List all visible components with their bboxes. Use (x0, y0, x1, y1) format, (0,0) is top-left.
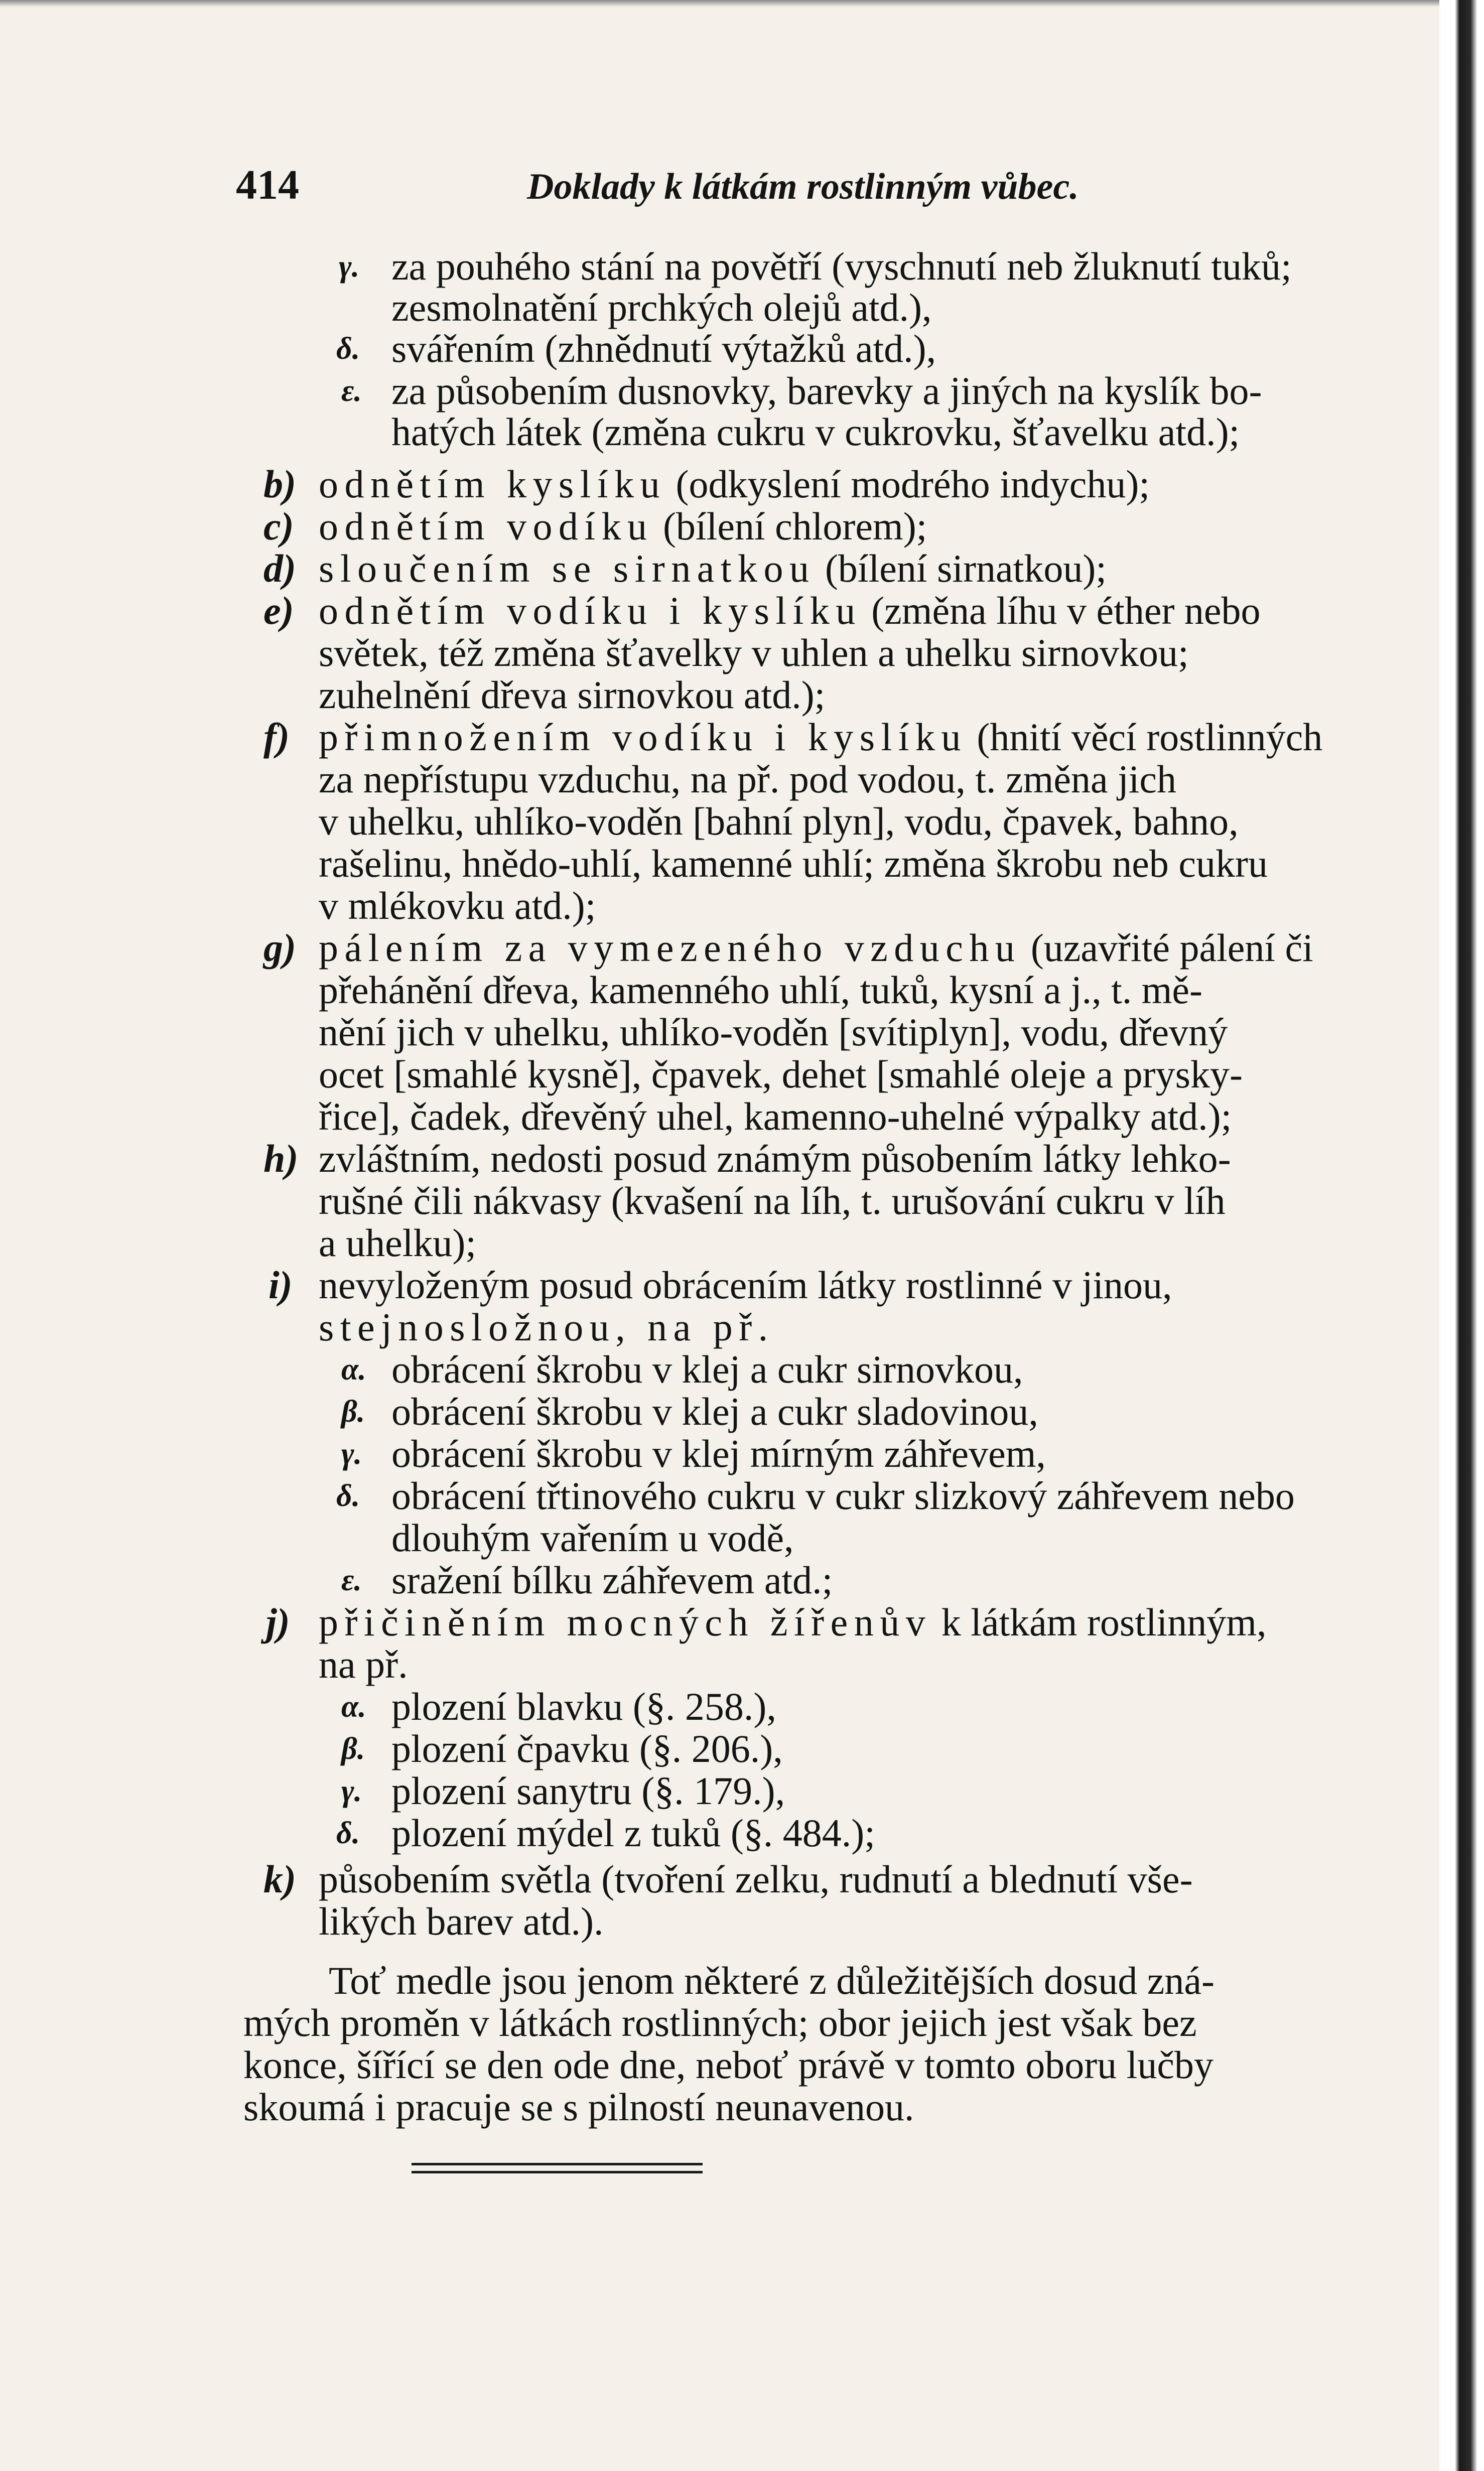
text-line: na př. (319, 1642, 408, 1686)
item-label: b) (263, 462, 296, 506)
item-label: δ. (336, 1479, 360, 1513)
text-line: sražení bílku záhřevem atd.; (391, 1558, 833, 1602)
text-line: nění jich v uhelku, uhlíko-voděn [svítiplyn], vodu, dřevný (319, 1010, 1228, 1054)
line-rest: (bílení sirnatkou); (825, 546, 1107, 590)
text-line: za nepřístupu vzduchu, na př. pod vodou, t. změna jich (319, 757, 1177, 801)
text-line: dlouhým vařením u vodě, (391, 1516, 794, 1560)
text-line: a uhelku); (319, 1221, 477, 1265)
text-line: v mlékovku atd.); (319, 884, 596, 927)
running-head-title: Doklady k látkám rostlinným vůbec. (527, 166, 1079, 207)
paragraph-line: konce, šířící se den ode dne, neboť právě v tomto oboru lučby (243, 2043, 1213, 2087)
line-rest: (odkyslení modrého indychu); (676, 462, 1150, 506)
line-rest: (bílení chlorem); (663, 504, 927, 548)
spaced-phrase: sloučením se sirnatkou (319, 546, 816, 590)
text-line: zvláštním, nedosti posud známým působením látky lehko- (319, 1137, 1231, 1180)
text-line: za působením dusnovky, barevky a jiných na kyslík bo- (391, 369, 1262, 413)
text-line (319, 1600, 1266, 1645)
item-label: γ. (341, 1774, 362, 1808)
item-label: g) (263, 926, 296, 970)
text-line (319, 462, 1150, 507)
text-line: obrácení škrobu v klej a cukr sladovinou, (391, 1390, 1038, 1433)
spaced-phrase: pálením za vymezeného vzduchu (319, 926, 1021, 970)
item-label: c) (263, 504, 294, 548)
text-line: působením světla (tvoření zelku, rudnutí a blednutí vše- (319, 1857, 1193, 1901)
text-line: světek, též změna šťavelky v uhlen a uhelku sirnovkou; (319, 631, 1189, 674)
item-label: i) (268, 1263, 293, 1307)
item-label: e) (263, 589, 294, 632)
line-rest: (změna líhu v éther nebo (871, 589, 1261, 632)
text-line: rušné čili nákvasy (kvašení na líh, t. urušování cukru v líh (319, 1179, 1226, 1222)
item-label: k) (263, 1857, 296, 1901)
item-label: β. (341, 1395, 365, 1429)
item-label: γ. (339, 249, 360, 284)
text-line (319, 504, 927, 549)
item-label: h) (263, 1137, 299, 1180)
text-line: plození sanytru (§. 179.), (391, 1769, 785, 1813)
spaced-phrase: přimnožením vodíku i kyslíku (319, 715, 967, 759)
item-label: δ. (336, 1816, 360, 1850)
item-label: ε. (341, 374, 362, 408)
item-label: ε. (341, 1563, 362, 1597)
spaced-phrase: přičiněním mocných žířenův (319, 1600, 932, 1644)
spaced-phrase: odnětím vodíku (319, 504, 653, 548)
text-line: nevyloženým posud obrácením látky rostlinné v jinou, (319, 1263, 1172, 1307)
text-line (319, 715, 1322, 760)
item-label: γ. (341, 1437, 362, 1471)
line-rest: (hnití věcí rostlinných (977, 715, 1323, 759)
paragraph-line: skoumá i pracuje se s pilností neunavenou. (243, 2085, 914, 2129)
text-line: plození blavku (§. 258.), (391, 1685, 776, 1728)
text-line: ocet [smahlé kysně], čpavek, dehet [smahlé oleje a prysky- (319, 1052, 1243, 1096)
running-header (236, 161, 1355, 216)
line-rest: (uzavřité pálení či (1030, 926, 1313, 970)
text-line: v uhelku, uhlíko-voděn [bahní plyn], vodu, čpavek, bahno, (319, 799, 1239, 843)
text-line: plození čpavku (§. 206.), (391, 1727, 783, 1770)
item-label: j) (266, 1600, 290, 1644)
item-label: β. (341, 1732, 365, 1766)
text-line: stejnosložnou, na př. (319, 1305, 774, 1349)
text-line (319, 588, 1261, 633)
item-label: d) (263, 546, 296, 590)
item-label: α. (341, 1352, 366, 1387)
page-binding-edge (1439, 0, 1484, 2471)
text-line (319, 546, 1107, 591)
paragraph-line: Toť medle jsou jenom některé z důležitějších dosud zná- (329, 1959, 1215, 2002)
text-line: přehánění dřeva, kamenného uhlí, tuků, kysní a j., t. mě- (319, 968, 1203, 1012)
item-label: α. (341, 1690, 366, 1724)
spaced-phrase: odnětím vodíku i kyslíku (319, 589, 862, 632)
item-label: δ. (336, 332, 360, 366)
item-label: f) (263, 715, 290, 759)
text-line: hatých látek (změna cukru v cukrovku, šťavelku atd.); (391, 410, 1240, 454)
page-top-edge (0, 0, 1439, 7)
text-line: plození mýdel z tuků (§. 484.); (391, 1811, 875, 1855)
text-line: zuhelnění dřeva sirnovkou atd.); (319, 673, 826, 717)
text-line: za pouhého stání na povětří (vyschnutí neb žluknutí tuků; (391, 244, 1292, 288)
page-number: 414 (236, 162, 299, 208)
text-line: likých barev atd.). (319, 1899, 604, 1943)
line-rest: k látkám rostlinným, (941, 1600, 1267, 1644)
paragraph-line: mých proměn v látkách rostlinných; obor jejich jest však bez (243, 2001, 1197, 2044)
end-rule-top (412, 2163, 703, 2165)
text-line: obrácení škrobu v klej a cukr sirnovkou, (391, 1347, 1023, 1391)
text-line: zesmolnatění prchkých olejů atd.), (391, 286, 932, 329)
text-line: obrácení třtinového cukru v cukr slizkový záhřevem nebo (391, 1474, 1295, 1518)
text-line: svářením (zhnědnutí výtažků atd.), (391, 327, 936, 370)
text-line: řice], čadek, dřevěný uhel, kamenno-uhelné výpalky atd.); (319, 1094, 1232, 1138)
text-line (319, 925, 1313, 971)
spaced-phrase: odnětím kyslíku (319, 462, 666, 506)
text-line: obrácení škrobu v klej mírným záhřevem, (391, 1432, 1046, 1475)
end-rule-bottom (412, 2171, 703, 2173)
text-line: rašelinu, hnědo-uhlí, kamenné uhlí; změna škrobu neb cukru (319, 842, 1268, 885)
